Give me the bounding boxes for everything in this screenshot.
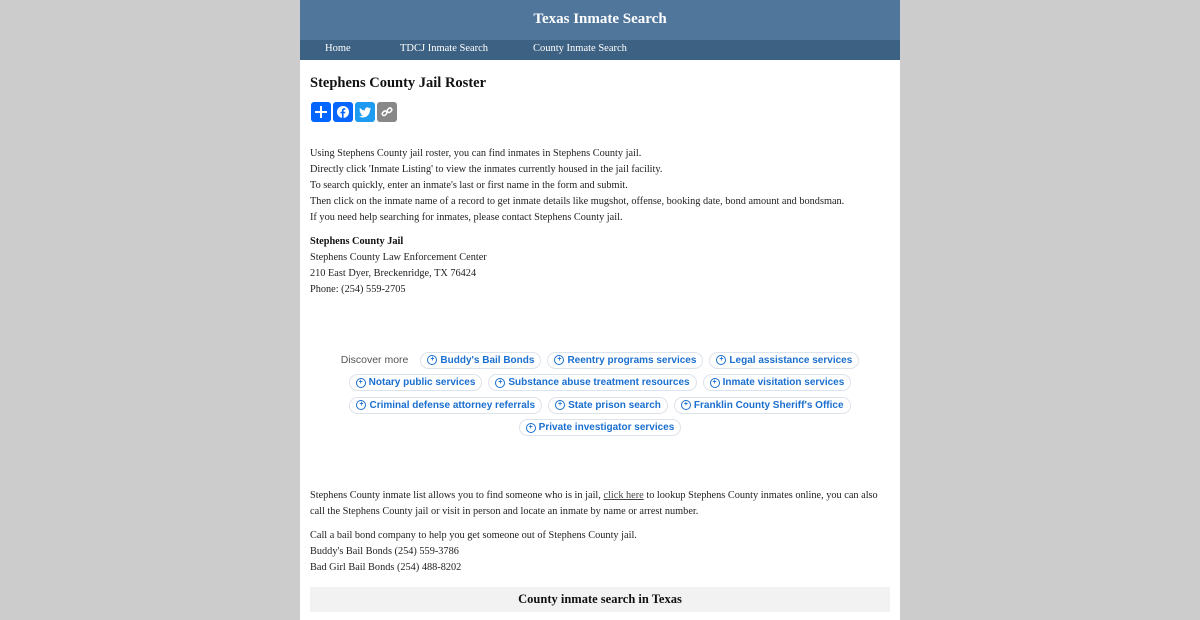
discover-chip[interactable]: + Notary public services (349, 374, 483, 391)
jail-facility: Stephens County Law Enforcement Center (310, 252, 487, 263)
intro-line: Then click on the inmate name of a record to get inmate details like mugshot, offense, booking date, bond amount and bondsman. (310, 196, 845, 207)
plus-circle-icon: + (356, 400, 366, 410)
jail-phone: Phone: (254) 559-2705 (310, 284, 406, 295)
page-container (300, 0, 900, 620)
intro-text (310, 146, 844, 226)
intro-line: If you need help searching for inmates, please contact Stephens County jail. (310, 212, 623, 223)
facebook-share-button[interactable] (333, 102, 353, 122)
bail-intro: Call a bail bond company to help you get someone out of Stephens County jail. (310, 530, 637, 541)
nav-home[interactable]: Home (325, 43, 351, 54)
discover-chip[interactable]: + Substance abuse treatment resources (488, 374, 696, 391)
county-search-heading: County inmate search in Texas (310, 587, 890, 612)
bail-company: Buddy's Bail Bonds (254) 559-3786 (310, 546, 459, 557)
discover-chip[interactable]: + Private investigator services (519, 419, 682, 436)
plus-circle-icon: + (495, 378, 505, 388)
share-add-button[interactable] (311, 102, 331, 122)
discover-chip[interactable]: + Legal assistance services (709, 352, 859, 369)
discover-chip[interactable]: + Criminal defense attorney referrals (349, 397, 542, 414)
bail-company: Bad Girl Bail Bonds (254) 488-8202 (310, 562, 462, 573)
twitter-icon (358, 105, 372, 119)
copy-link-button[interactable] (377, 102, 397, 122)
facebook-icon (336, 105, 350, 119)
site-title[interactable]: Texas Inmate Search (533, 11, 667, 27)
discover-chip[interactable]: + State prison search (548, 397, 668, 414)
nav-tdcj-inmate-search[interactable]: TDCJ Inmate Search (400, 43, 489, 54)
nav-county-inmate-search[interactable]: County Inmate Search (533, 43, 627, 54)
discover-chip[interactable]: + Inmate visitation services (703, 374, 852, 391)
plus-circle-icon: + (555, 400, 565, 410)
inmate-list-paragraph: Stephens County inmate list allows you to find someone who is in jail, click here to lookup Stephens County inmates online, you can also call the Stephens County jail or visit in person and locate an inmate by name or arrest number. (310, 490, 878, 517)
plus-circle-icon: + (681, 400, 691, 410)
plus-circle-icon: + (716, 355, 726, 365)
discover-chip[interactable]: + Reentry programs services (547, 352, 703, 369)
page-title: Stephens County Jail Roster (310, 75, 487, 91)
click-here-link[interactable]: click here (603, 490, 644, 501)
jail-info (310, 234, 487, 298)
plus-circle-icon: + (526, 423, 536, 433)
jail-address: 210 East Dyer, Breckenridge, TX 76424 (310, 268, 477, 279)
plus-circle-icon: + (710, 378, 720, 388)
main-nav (300, 40, 900, 60)
plus-circle-icon: + (427, 355, 437, 365)
plus-circle-icon: + (356, 378, 366, 388)
discover-label: Discover more (340, 354, 409, 367)
discover-more (300, 349, 900, 439)
intro-line: Using Stephens County jail roster, you can find inmates in Stephens County jail. (310, 148, 642, 159)
share-buttons (311, 102, 397, 122)
bail-bonds (310, 528, 637, 576)
site-header (300, 0, 900, 40)
plus-icon (314, 105, 328, 119)
twitter-share-button[interactable] (355, 102, 375, 122)
discover-chip[interactable]: + Franklin County Sheriff's Office (674, 397, 851, 414)
intro-line: Directly click 'Inmate Listing' to view the inmates currently housed in the jail facility. (310, 164, 663, 175)
plus-circle-icon: + (554, 355, 564, 365)
intro-line: To search quickly, enter an inmate's last or first name in the form and submit. (310, 180, 628, 191)
link-icon (380, 105, 394, 119)
jail-name: Stephens County Jail (310, 236, 404, 247)
discover-chip[interactable]: + Buddy's Bail Bonds (420, 352, 541, 369)
